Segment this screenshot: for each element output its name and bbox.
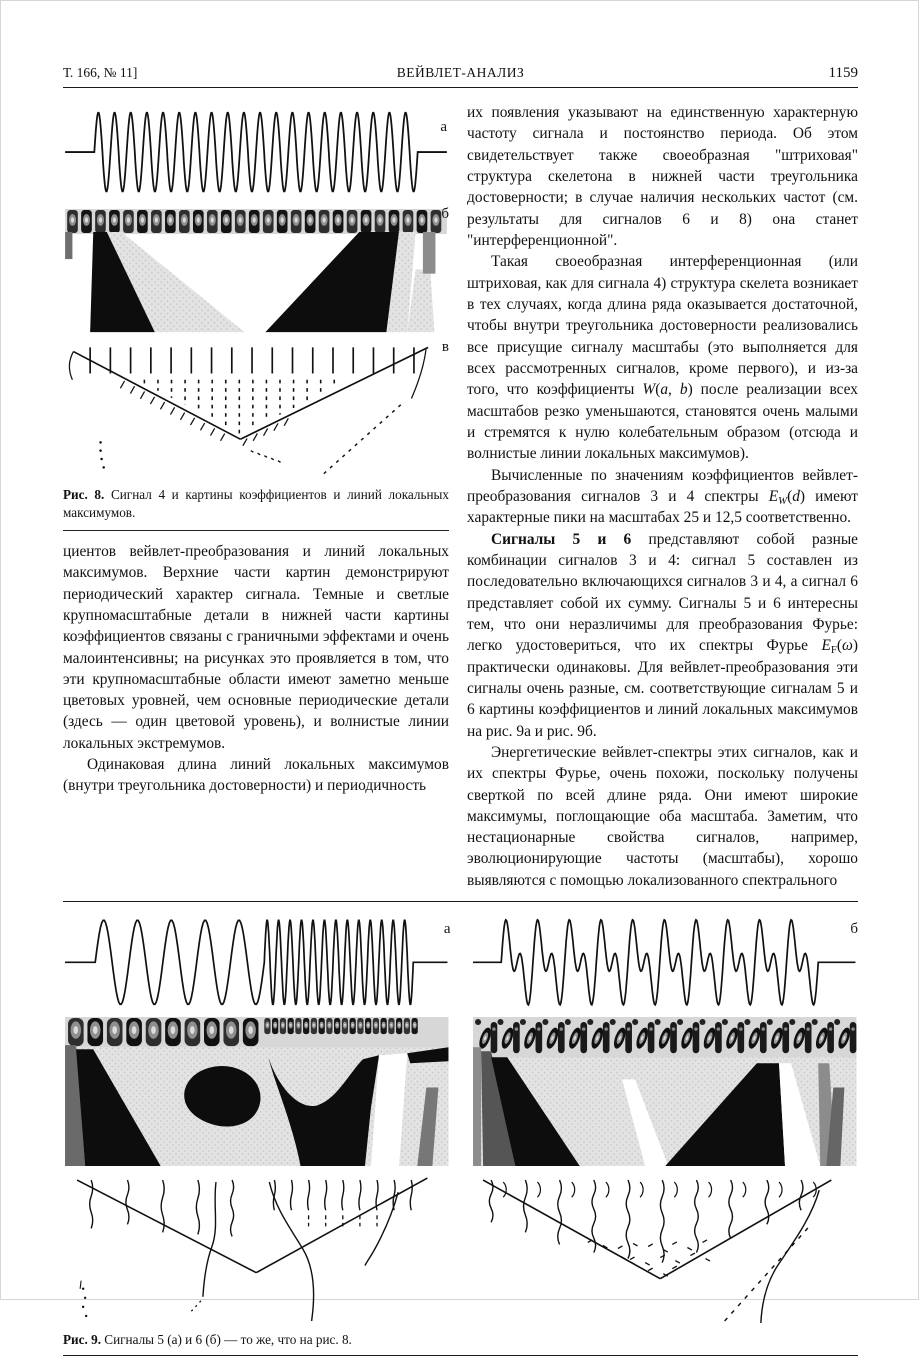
left-column-paragraph: циентов вейвлет-преобразования и линий локальных максимумов. Верхние части картин демонстрируют периодический характер сигнала. Темные и светлые крупномасштабные детали в нижней части картины коэффициентов связаны с граничными эффектами и очень малоинтенсивны; на рисунках это проявляется в том, что эти крупномасштабные области имеют заметно меньше цветовых уровней, чем основные периодические детали (здесь — один цветовой уровень), и волнистые линии локальных экстремумов. (63, 542, 449, 752)
figure9b-wavelet-coefficients-map (471, 1017, 859, 1166)
figure8-caption-rule (63, 530, 449, 531)
figure9b-panel-coefficients (471, 1017, 859, 1166)
figure9-caption-number: Рис. 9. (63, 1331, 101, 1347)
right-column-paragraph: Энергетические вейвлет-спектры этих сигналов, как и их спектры Фурье, очень похожи, поскольку получены сверткой по всей длине ряда. Они имеют широкие максимумы, поглощающие оба масштаба. Заметим, что нестационарные свойства сигналов, например, эволюционирующие частоты (масштабы), хорошо выявляются с помощью локализованного спектрального (467, 743, 858, 889)
figure9-caption-text: Сигналы 5 (а) и 6 (б) — то же, что на рис. 8. (101, 1331, 352, 1347)
figure9a-wavelet-coefficients-map (63, 1017, 451, 1166)
right-column-paragraph: их появления указывают на единственную характерную частоту сигнала и постоянство периода. Об этом свидетельствует также своеобразная "штриховая" структура скелетона в нижней части треугольника достоверности; в случае наличия нескольких частот (см. результаты для сигналов 6 и 8) она станет "интерференционной". (467, 104, 858, 249)
figure8-signal4-waveform (63, 102, 449, 201)
figure8-panel-coefficients (63, 206, 449, 332)
header-page-number: 1159 (828, 65, 858, 81)
right-column (467, 102, 858, 891)
figure9b-local-maxima-lines (471, 1170, 859, 1323)
two-column-body (63, 102, 858, 891)
page-header (63, 65, 858, 88)
header-volume-issue: Т. 166, № 11] (63, 65, 138, 80)
figure-9 (63, 912, 858, 1323)
figure9a-panel-maxima (63, 1170, 451, 1323)
figure9b-panel-maxima (471, 1170, 859, 1323)
figure9-subfigure-b (471, 912, 859, 1323)
figure9b-signal6-waveform (471, 912, 859, 1013)
figure8-panel-signal (63, 102, 449, 201)
figure8-label-a: а (440, 119, 447, 135)
figure8-panel-maxima (63, 338, 449, 476)
figure8-label-b: б (441, 206, 449, 223)
left-column-paragraph: Одинаковая длина линий локальных максимумов (внутри треугольника достоверности) и периодичность (63, 756, 449, 795)
right-column-paragraph: Вычисленные по значениям коэффициентов вейвлет-преобразования сигналов 3 и 4 спектры EW(d) имеют характерные пики на масштабах 25 и 12,5 соответственно. (467, 466, 858, 527)
figure9a-signal5-waveform (63, 912, 451, 1013)
figure9b-panel-signal (471, 912, 859, 1013)
figure9a-panel-coefficients (63, 1017, 451, 1166)
header-article-title: ВЕЙВЛЕТ-АНАЛИЗ (396, 65, 525, 80)
figure8-local-maxima-lines (63, 338, 449, 476)
figure8-caption-text: Сигнал 4 и картины коэффициентов и линий локальных максимумов. (63, 486, 449, 521)
right-column-paragraph: Такая своеобразная интерференционная (или штриховая, как для сигнала 4) структура скелета возникает в тех случаях, когда длина ряда оказывается достаточной, чтобы внутри треугольника достоверности реализовались все присущие сигналу масштабы (это выполняется для всех рассмотренных сигналов, кроме первого), и из-за того, что коэффициенты W(a, b) после реализации всех масштабов резко уменьшаются, становятся очень малыми и стремятся к нулю колебательным образом (отсюда и волнистые линии локальных максимумов). (467, 253, 858, 463)
figure9-subfigure-a (63, 912, 451, 1323)
figure9a-panel-signal (63, 912, 451, 1013)
figure9-caption (63, 1331, 858, 1349)
figure-8 (63, 102, 449, 523)
figure8-label-v: в (441, 339, 449, 356)
figure8-caption (63, 486, 449, 523)
figure9-label-b: б (850, 921, 858, 938)
right-column-paragraph: Сигналы 5 и 6 представляют собой разные комбинации сигналов 3 и 4: сигнал 5 составлен из последовательно включающихся сигналов 3 и 4, а сигнал 6 представляет собой их сумму. Сигналы 5 и 6 интересны тем, что они неразличимы для преобразования Фурье: легко удостовериться, что их спектры Фурье EF(ω) практически одинаковы. Для вейвлет-преобразования эти сигналы очень разные, см. соответствующие сигналам 5 и 6 картины коэффициентов и линий локальных максимумов на рис. 9а и рис. 9б. (467, 530, 858, 740)
figure8-caption-number: Рис. 8. (63, 486, 105, 502)
figure9a-local-maxima-lines (63, 1170, 451, 1323)
figure8-wavelet-coefficients-map (63, 206, 449, 332)
figure9-top-rule (63, 901, 858, 902)
figure9-label-a: а (443, 921, 451, 938)
left-column (63, 102, 449, 891)
